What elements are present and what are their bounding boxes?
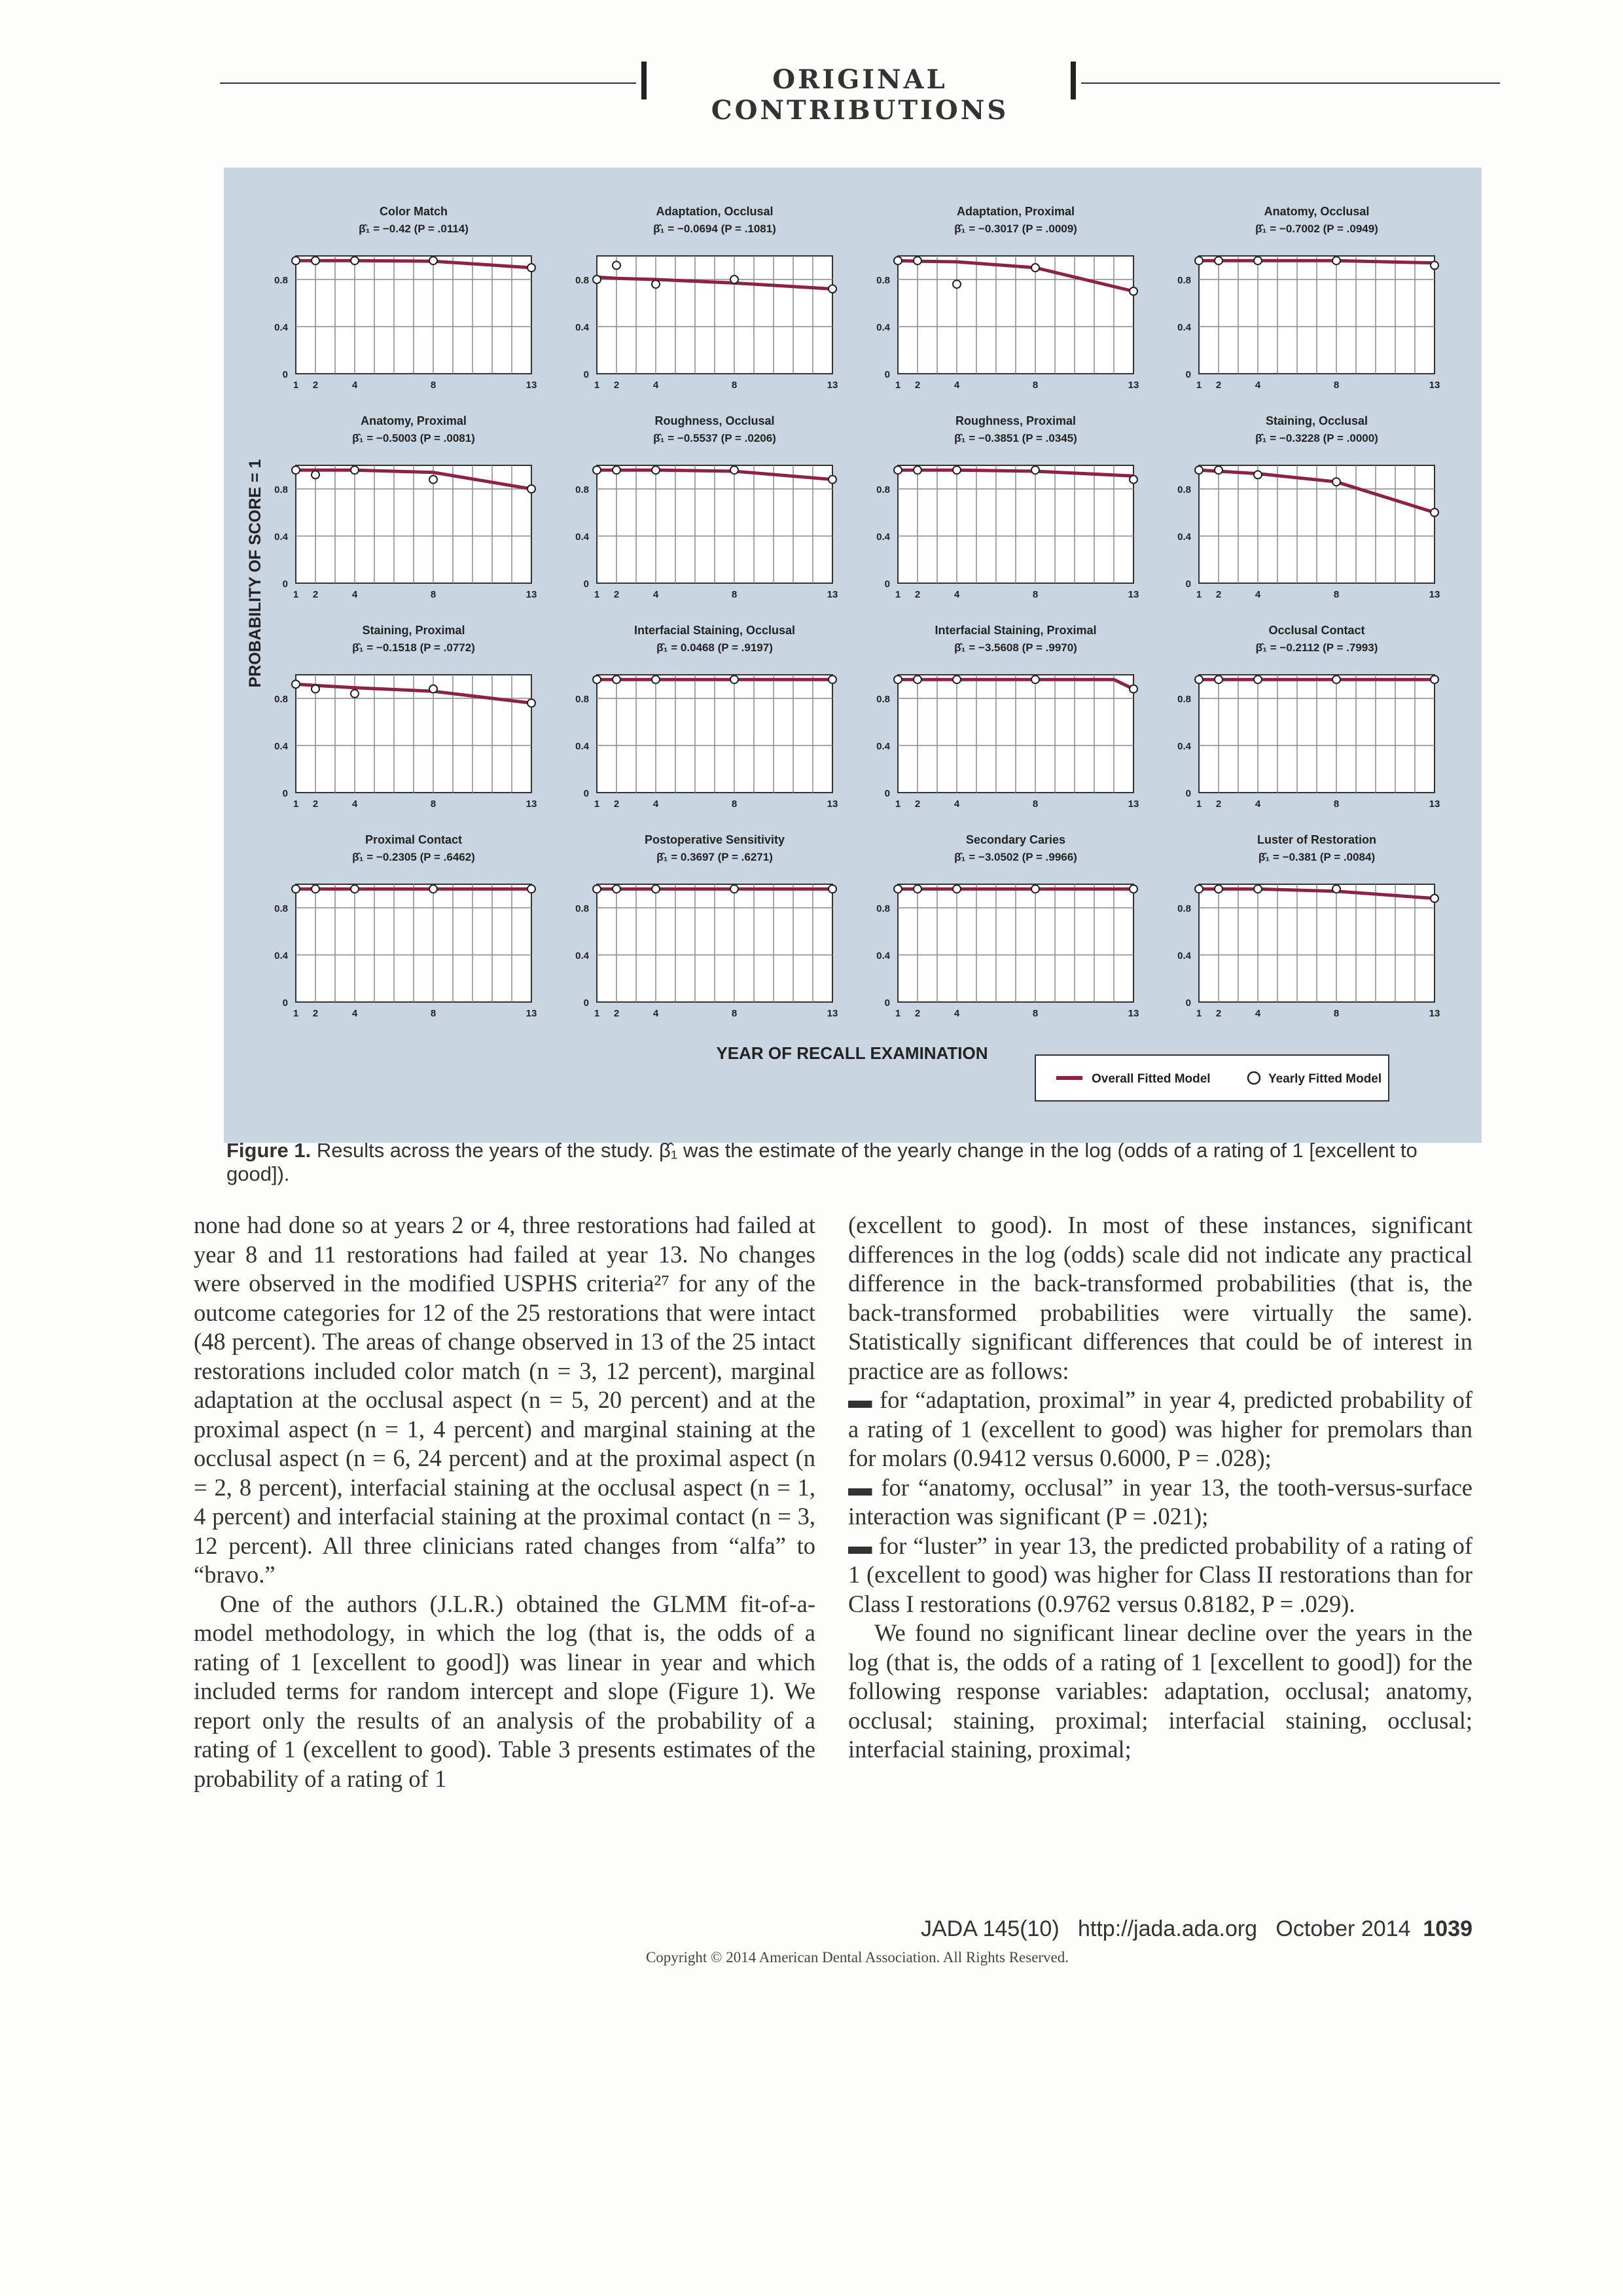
panel-15-yearly-point [953, 885, 961, 893]
panel-16-x-tick-label: 4 [1255, 1008, 1261, 1019]
panel-8-x-tick-label: 8 [1333, 589, 1340, 600]
panel-11-x-tick-label: 13 [1128, 798, 1139, 810]
panel-5-beta: β̂₁ = −0.5003 (P = .0081) [352, 432, 475, 444]
panel-16-x-tick-label: 1 [1196, 1008, 1202, 1019]
panel-16-x-tick-label: 2 [1215, 1008, 1222, 1019]
panel-10-x-tick-label: 2 [613, 798, 620, 810]
panel-15-y-tick-label: 0.8 [876, 903, 890, 914]
panel-4-yearly-point [1332, 257, 1340, 264]
bullet-text-3: for “luster” in year 13, the predicted probability of a rating of 1 (excellent to good) was higher for Class II restorations than for Class I restorations (0.9762 versus 0.8182, P = .029). [848, 1532, 1472, 1617]
panel-12-yearly-point [1254, 675, 1262, 683]
panel-2-x-tick-label: 4 [652, 380, 659, 391]
panel-11-y-tick-label: 0.8 [876, 694, 890, 705]
legend-yearly-swatch [1248, 1072, 1260, 1084]
panel-3-beta: β̂₁ = −0.3017 (P = .0009) [954, 223, 1077, 235]
panel-10-yearly-point [613, 675, 620, 683]
panel-10-yearly-point [593, 675, 601, 683]
panel-2-y-tick-label: 0 [583, 369, 589, 380]
panel-16-x-tick-label: 8 [1333, 1008, 1340, 1019]
panel-2-x-tick-label: 1 [594, 380, 600, 391]
panel-1-yearly-point [351, 257, 359, 264]
figure-panel [224, 168, 1482, 1143]
bullet-item-3 [848, 1532, 1472, 1619]
panel-11-yearly-point [953, 675, 961, 683]
panel-14-yearly-point [829, 885, 836, 893]
panel-10-x-tick-label: 4 [652, 798, 659, 810]
panel-7-x-tick-label: 8 [1032, 589, 1039, 600]
panel-3-x-tick-label: 8 [1032, 380, 1039, 391]
panel-2-y-tick-label: 0.4 [575, 322, 589, 333]
panel-8-yearly-point [1215, 466, 1222, 474]
panel-3-y-tick-label: 0.4 [876, 322, 890, 333]
panel-11-x-tick-label: 8 [1032, 798, 1039, 810]
panel-13-yearly-point [429, 885, 437, 893]
panel-6-yearly-point [730, 466, 738, 474]
bullet-item-2 [848, 1473, 1472, 1532]
panel-12-y-tick-label: 0.8 [1177, 694, 1191, 705]
panel-13-x-tick-label: 13 [526, 1008, 537, 1019]
page-number: 1039 [1423, 1916, 1472, 1941]
panel-16-title: Luster of Restoration [1257, 833, 1377, 846]
panel-8-yearly-point [1195, 466, 1203, 474]
panel-15-x-tick-label: 1 [895, 1008, 901, 1019]
panel-6-beta: β̂₁ = −0.5537 (P = .0206) [653, 432, 776, 444]
panel-12-y-tick-label: 0 [1185, 788, 1191, 799]
panel-9-beta: β̂₁ = −0.1518 (P = .0772) [352, 641, 475, 654]
panel-8-y-tick-label: 0.8 [1177, 484, 1191, 495]
panel-2-x-tick-label: 2 [613, 380, 620, 391]
legend-overall-label: Overall Fitted Model [1092, 1072, 1211, 1086]
panel-16-y-tick-label: 0.8 [1177, 903, 1191, 914]
panel-16-yearly-point [1254, 885, 1262, 893]
panel-12-yearly-point [1431, 675, 1438, 683]
panel-5-y-tick-label: 0.4 [274, 531, 288, 543]
panel-9-y-tick-label: 0.4 [274, 741, 288, 752]
panel-7-y-tick-label: 0.8 [876, 484, 890, 495]
panel-4-yearly-point [1431, 261, 1438, 269]
panel-4-y-tick-label: 0 [1185, 369, 1191, 380]
panel-2-yearly-point [652, 280, 660, 288]
panel-13-yearly-point [292, 885, 300, 893]
panel-15-yearly-point [914, 885, 921, 893]
panel-7-x-tick-label: 4 [954, 589, 960, 600]
panel-1-x-tick-label: 2 [312, 380, 319, 391]
panel-14-yearly-point [613, 885, 620, 893]
panel-3-x-tick-label: 13 [1128, 380, 1139, 391]
header-rule-left [220, 82, 636, 84]
legend-yearly-label: Yearly Fitted Model [1268, 1072, 1382, 1086]
panel-12-x-tick-label: 2 [1215, 798, 1222, 810]
panel-6-x-tick-label: 2 [613, 589, 620, 600]
panel-16-yearly-point [1332, 885, 1340, 893]
panel-7-y-tick-label: 0.4 [876, 531, 890, 543]
panel-15-title: Secondary Caries [965, 833, 1066, 846]
panel-8-x-tick-label: 13 [1429, 589, 1440, 600]
panel-4-x-tick-label: 1 [1196, 380, 1202, 391]
panel-10-y-tick-label: 0.4 [575, 741, 589, 752]
panel-10-yearly-point [730, 675, 738, 683]
panel-4-y-tick-label: 0.8 [1177, 275, 1191, 286]
panel-7-yearly-point [894, 466, 902, 474]
panel-3-y-tick-label: 0.8 [876, 275, 890, 286]
panel-3-yearly-point [1130, 287, 1137, 295]
panel-11-x-tick-label: 1 [895, 798, 901, 810]
panel-8-beta: β̂₁ = −0.3228 (P = .0000) [1255, 432, 1378, 444]
panel-5-yearly-point [292, 466, 300, 474]
panel-14-yearly-point [652, 885, 660, 893]
panel-2-title: Adaptation, Occlusal [656, 205, 774, 218]
panel-10-x-tick-label: 13 [827, 798, 838, 810]
panel-9-yearly-point [527, 699, 535, 707]
panel-3-x-tick-label: 2 [914, 380, 921, 391]
panel-14-x-tick-label: 13 [827, 1008, 838, 1019]
panel-3-x-tick-label: 1 [895, 380, 901, 391]
panel-13-x-tick-label: 1 [293, 1008, 299, 1019]
header-bar-right [1071, 62, 1076, 99]
section-title: ORIGINAL CONTRIBUTIONS [711, 64, 1009, 126]
panel-13-x-tick-label: 4 [351, 1008, 358, 1019]
panel-11-beta: β̂₁ = −3.5608 (P = .9970) [954, 641, 1077, 654]
panel-14-y-tick-label: 0 [583, 997, 589, 1009]
panel-6-x-tick-label: 13 [827, 589, 838, 600]
panel-11-x-tick-label: 4 [954, 798, 960, 810]
panel-11-yearly-point [1031, 675, 1039, 683]
panel-5-y-tick-label: 0 [282, 579, 288, 590]
panel-10-yearly-point [829, 675, 836, 683]
panel-4-beta: β̂₁ = −0.7002 (P = .0949) [1255, 223, 1378, 235]
panel-10-yearly-point [652, 675, 660, 683]
panel-15-yearly-point [1031, 885, 1039, 893]
panel-1-x-tick-label: 1 [293, 380, 299, 391]
panel-12-yearly-point [1195, 675, 1203, 683]
panel-2-yearly-point [829, 285, 836, 293]
panel-16-yearly-point [1215, 885, 1222, 893]
figure-caption-text: Results across the years of the study. β̂₁ was the estimate of the yearly change in the log (odds of a rating of 1 [excellent to good]). [226, 1139, 1418, 1185]
copyright: Copyright © 2014 American Dental Association. All Rights Reserved. [645, 1949, 1069, 1965]
panel-9-yearly-point [312, 685, 319, 693]
panel-12-beta: β̂₁ = −0.2112 (P = .7993) [1255, 641, 1378, 654]
panel-12-x-tick-label: 1 [1196, 798, 1202, 810]
panel-9-yearly-point [351, 690, 359, 698]
panel-13-y-tick-label: 0 [282, 997, 288, 1009]
panel-6-y-tick-label: 0 [583, 579, 589, 590]
panel-3-yearly-point [1031, 264, 1039, 272]
panel-3-yearly-point [894, 257, 902, 264]
panel-9-title: Staining, Proximal [362, 624, 465, 637]
panel-4-x-tick-label: 2 [1215, 380, 1222, 391]
panel-10-x-tick-label: 8 [731, 798, 738, 810]
panel-1-x-tick-label: 4 [351, 380, 358, 391]
panel-2-yearly-point [613, 261, 620, 269]
panel-1-yearly-point [429, 257, 437, 264]
panel-1-yearly-point [312, 257, 319, 264]
panel-4-yearly-point [1215, 257, 1222, 264]
header-rule-right [1081, 82, 1500, 84]
panel-8-yearly-point [1332, 478, 1340, 486]
panel-15-yearly-point [1130, 885, 1137, 893]
panel-6-yearly-point [593, 466, 601, 474]
panel-9-y-tick-label: 0 [282, 788, 288, 799]
panel-6-title: Roughness, Occlusal [654, 414, 775, 427]
panel-13-yearly-point [527, 885, 535, 893]
panel-9-x-tick-label: 2 [312, 798, 319, 810]
panel-8-x-tick-label: 2 [1215, 589, 1222, 600]
panel-1-y-tick-label: 0.4 [274, 322, 288, 333]
panel-8-x-tick-label: 1 [1196, 589, 1202, 600]
panel-14-beta: β̂₁ = 0.3697 (P = .6271) [656, 851, 773, 863]
panel-5-yearly-point [351, 466, 359, 474]
panel-14-x-tick-label: 1 [594, 1008, 600, 1019]
panel-11-yearly-point [1130, 685, 1137, 693]
x-axis-label: YEAR OF RECALL EXAMINATION [716, 1043, 988, 1063]
left-column [194, 1211, 815, 1793]
panel-13-title: Proximal Contact [365, 833, 463, 846]
panel-11-y-tick-label: 0 [884, 788, 890, 799]
panel-13-x-tick-label: 2 [312, 1008, 319, 1019]
panel-9-x-tick-label: 1 [293, 798, 299, 810]
panel-5-title: Anatomy, Proximal [361, 414, 467, 427]
panel-13-yearly-point [312, 885, 319, 893]
panel-12-y-tick-label: 0.4 [1177, 741, 1191, 752]
panel-8-y-tick-label: 0.4 [1177, 531, 1191, 543]
panel-5-yearly-point [429, 476, 437, 484]
panel-16-y-tick-label: 0 [1185, 997, 1191, 1009]
panel-3-y-tick-label: 0 [884, 369, 890, 380]
panel-16-yearly-point [1195, 885, 1203, 893]
panel-11-yearly-point [914, 675, 921, 683]
panel-6-yearly-point [652, 466, 660, 474]
right-paragraph-1: (excellent to good). In most of these instances, significant differences in the log (odds) scale did not indicate any practical difference in the back-transformed probabilities (that is, the back-transformed probabilities were virtually the same). Statistically significant differences that could be of interest in practice are as follows: [848, 1211, 1472, 1384]
panel-1-x-tick-label: 13 [526, 380, 537, 391]
panel-7-yearly-point [914, 466, 921, 474]
panel-12-x-tick-label: 13 [1429, 798, 1440, 810]
panel-6-yearly-point [829, 476, 836, 484]
panel-12-title: Occlusal Contact [1268, 624, 1365, 637]
panel-9-yearly-point [429, 685, 437, 693]
panel-9-y-tick-label: 0.8 [274, 694, 288, 705]
panel-4-title: Anatomy, Occlusal [1264, 205, 1370, 218]
panel-7-x-tick-label: 2 [914, 589, 921, 600]
panel-4-x-tick-label: 4 [1255, 380, 1261, 391]
panel-16-beta: β̂₁ = −0.381 (P = .0084) [1258, 851, 1376, 863]
panel-9-x-tick-label: 13 [526, 798, 537, 810]
panel-1-y-tick-label: 0.8 [274, 275, 288, 286]
panel-3-title: Adaptation, Proximal [956, 205, 1075, 218]
panel-2-y-tick-label: 0.8 [575, 275, 589, 286]
panel-15-x-tick-label: 4 [954, 1008, 960, 1019]
left-paragraph-2: One of the authors (J.L.R.) obtained the GLMM fit-of-a-model methodology, in which the log (that is, the odds of a rating of 1 [excellent to good]) was linear in year and which included terms for random intercept and slope (Figure 1). We report only the results of an analysis of the probability of a rating of 1 (excellent to good). Table 3 presents estimates of the probability of a rating of 1 [194, 1590, 815, 1792]
header-bar-left [641, 62, 647, 99]
panel-16-x-tick-label: 13 [1429, 1008, 1440, 1019]
panel-14-title: Postoperative Sensitivity [644, 833, 785, 846]
bullet-icon: ▬ [848, 1473, 872, 1501]
footer-journal [890, 1916, 1472, 1942]
panel-3-yearly-point [914, 257, 921, 264]
panel-10-y-tick-label: 0.8 [575, 694, 589, 705]
panel-14-x-tick-label: 2 [613, 1008, 620, 1019]
right-column [848, 1211, 1472, 1765]
panel-12-yearly-point [1215, 675, 1222, 683]
panel-15-x-tick-label: 13 [1128, 1008, 1139, 1019]
panel-7-y-tick-label: 0 [884, 579, 890, 590]
panel-14-y-tick-label: 0.4 [575, 950, 589, 961]
panel-3-x-tick-label: 4 [954, 380, 960, 391]
panel-15-y-tick-label: 0 [884, 997, 890, 1009]
left-paragraph-1: none had done so at years 2 or 4, three restorations had failed at year 8 and 11 restorations had failed at year 13. No changes were observed in the modified USPHS criteria²⁷ for any of the outcome categories for 12 of the 25 restorations that were intact (48 percent). The areas of change observed in 13 of the 25 intact restorations included color match (n = 3, 12 percent), marginal adaptation at the occlusal aspect (n = 5, 20 percent) and at the proximal aspect (n = 1, 4 percent) and marginal staining at the occlusal aspect (n = 6, 24 percent) and at the proximal aspect (n = 2, 8 percent), interfacial staining at the occlusal aspect (n = 1, 4 percent) and interfacial staining at the proximal contact (n = 3, 12 percent). All three clinicians rated changes from “alfa” to “bravo.” [194, 1211, 815, 1588]
panel-7-yearly-point [1031, 466, 1039, 474]
panel-14-x-tick-label: 4 [652, 1008, 659, 1019]
panel-1-yearly-point [292, 257, 300, 264]
panel-16-y-tick-label: 0.4 [1177, 950, 1191, 961]
panel-4-x-tick-label: 8 [1333, 380, 1340, 391]
panel-7-yearly-point [953, 466, 961, 474]
panel-8-title: Staining, Occlusal [1265, 414, 1368, 427]
panel-10-x-tick-label: 1 [594, 798, 600, 810]
y-axis-label: PROBABILITY OF SCORE = 1 [246, 459, 264, 688]
panel-15-x-tick-label: 2 [914, 1008, 921, 1019]
panel-8-yearly-point [1431, 509, 1438, 516]
panel-7-yearly-point [1130, 476, 1137, 484]
panel-5-x-tick-label: 1 [293, 589, 299, 600]
panel-6-yearly-point [613, 466, 620, 474]
panel-13-yearly-point [351, 885, 359, 893]
panel-5-x-tick-label: 8 [430, 589, 437, 600]
figure-caption [226, 1139, 1483, 1186]
panel-16-yearly-point [1431, 895, 1438, 903]
panel-12-x-tick-label: 8 [1333, 798, 1340, 810]
panel-6-y-tick-label: 0.8 [575, 484, 589, 495]
panel-5-y-tick-label: 0.8 [274, 484, 288, 495]
panel-11-title: Interfacial Staining, Proximal [935, 624, 1097, 637]
panel-13-x-tick-label: 8 [430, 1008, 437, 1019]
panel-7-title: Roughness, Proximal [955, 414, 1077, 427]
panel-12-yearly-point [1332, 675, 1340, 683]
panel-15-yearly-point [894, 885, 902, 893]
bullet-text-2: for “anatomy, occlusal” in year 13, the tooth-versus-surface interaction was significant (P = .021); [848, 1473, 1472, 1530]
figure-1-chart [224, 168, 1482, 1143]
panel-4-y-tick-label: 0.4 [1177, 322, 1191, 333]
panel-13-y-tick-label: 0.4 [274, 950, 288, 961]
panel-2-yearly-point [593, 276, 601, 283]
panel-11-yearly-point [894, 675, 902, 683]
bullet-item-1 [848, 1386, 1472, 1473]
panel-6-y-tick-label: 0.4 [575, 531, 589, 543]
bullet-icon: ▬ [848, 1532, 872, 1559]
panel-7-x-tick-label: 1 [895, 589, 901, 600]
panel-15-y-tick-label: 0.4 [876, 950, 890, 961]
panel-1-title: Color Match [379, 205, 448, 218]
panel-14-yearly-point [730, 885, 738, 893]
panel-7-beta: β̂₁ = −0.3851 (P = .0345) [954, 432, 1077, 444]
panel-2-x-tick-label: 8 [731, 380, 738, 391]
panel-9-x-tick-label: 8 [430, 798, 437, 810]
panel-1-beta: β̂₁ = −0.42 (P = .0114) [359, 223, 469, 235]
panel-12-x-tick-label: 4 [1255, 798, 1261, 810]
panel-1-y-tick-label: 0 [282, 369, 288, 380]
panel-13-y-tick-label: 0.8 [274, 903, 288, 914]
panel-5-yearly-point [312, 471, 319, 478]
panel-5-x-tick-label: 13 [526, 589, 537, 600]
panel-15-beta: β̂₁ = −3.0502 (P = .9966) [954, 851, 1077, 863]
panel-4-x-tick-label: 13 [1429, 380, 1440, 391]
panel-9-yearly-point [292, 680, 300, 688]
panel-4-yearly-point [1195, 257, 1203, 264]
panel-6-x-tick-label: 8 [731, 589, 738, 600]
panel-10-beta: β̂₁ = 0.0468 (P = .9197) [656, 641, 773, 654]
journal-info: JADA 145(10) http://jada.ada.org October 2014 [920, 1916, 1411, 1941]
panel-11-x-tick-label: 2 [914, 798, 921, 810]
panel-14-y-tick-label: 0.8 [575, 903, 589, 914]
panel-2-x-tick-label: 13 [827, 380, 838, 391]
panel-6-x-tick-label: 4 [652, 589, 659, 600]
panel-9-x-tick-label: 4 [351, 798, 358, 810]
panel-1-x-tick-label: 8 [430, 380, 437, 391]
panel-14-yearly-point [593, 885, 601, 893]
panel-13-beta: β̂₁ = −0.2305 (P = .6462) [352, 851, 475, 863]
panel-8-y-tick-label: 0 [1185, 579, 1191, 590]
panel-8-yearly-point [1254, 471, 1262, 478]
panel-1-yearly-point [527, 264, 535, 272]
figure-caption-label: Figure 1. [226, 1139, 312, 1162]
panel-5-x-tick-label: 4 [351, 589, 358, 600]
panel-5-x-tick-label: 2 [312, 589, 319, 600]
panel-3-yearly-point [953, 280, 961, 288]
panel-7-x-tick-label: 13 [1128, 589, 1139, 600]
panel-15-x-tick-label: 8 [1032, 1008, 1039, 1019]
right-paragraph-2: We found no significant linear decline over the years in the log (that is, the odds of a rating of 1 [excellent to good]) for the following response variables: adaptation, occlusal; anatomy, occlusal; staining, proximal; interfacial staining, occlusal; interfacial staining, proximal; [848, 1619, 1472, 1763]
bullet-icon: ▬ [848, 1386, 872, 1413]
panel-2-yearly-point [730, 276, 738, 283]
panel-10-y-tick-label: 0 [583, 788, 589, 799]
panel-4-yearly-point [1254, 257, 1262, 264]
panel-8-x-tick-label: 4 [1255, 589, 1261, 600]
panel-6-x-tick-label: 1 [594, 589, 600, 600]
bullet-text-1: for “adaptation, proximal” in year 4, predicted probability of a rating of 1 (excellent to good) was higher for premolars than for molars (0.9412 versus 0.6000, P = .028); [848, 1386, 1472, 1471]
panel-11-y-tick-label: 0.4 [876, 741, 890, 752]
panel-14-x-tick-label: 8 [731, 1008, 738, 1019]
panel-2-beta: β̂₁ = −0.0694 (P = .1081) [653, 223, 776, 235]
panel-5-yearly-point [527, 485, 535, 493]
panel-10-title: Interfacial Staining, Occlusal [633, 624, 796, 637]
